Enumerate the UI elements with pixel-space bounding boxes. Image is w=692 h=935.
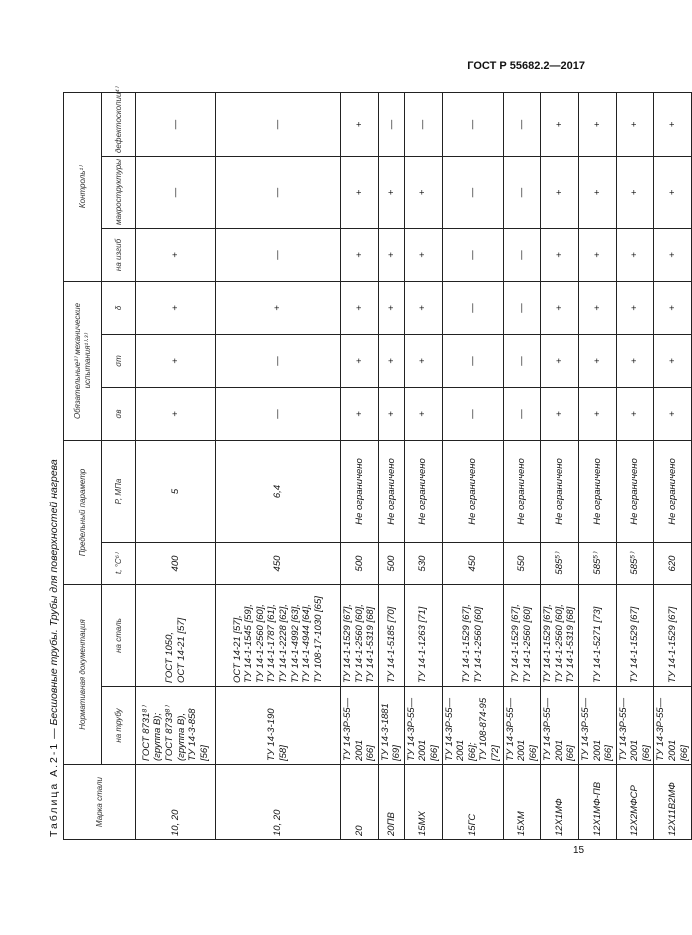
cell-macro: — [136, 156, 216, 228]
pipe-line: [66] [527, 745, 539, 761]
cell-macro: + [341, 156, 379, 228]
cell-defect: — [442, 92, 503, 156]
header-control: Контроль¹⁾ [64, 92, 102, 281]
page-number: 15 [573, 845, 585, 856]
cell-limit-p: 5 [136, 440, 216, 542]
cell-defect: + [541, 92, 579, 156]
header-sigma-v: σв [102, 387, 136, 440]
table-row [578, 92, 616, 839]
cell-sigma-v: + [654, 387, 692, 440]
table-caption-title: — Бесшовные трубы. Трубы для поверхностей нагрева [48, 459, 60, 742]
cell-pipe-doc [578, 687, 616, 765]
pipe-line: [66] [678, 745, 690, 761]
cell-defect: + [616, 92, 654, 156]
cell-sigma-t: + [578, 334, 616, 387]
cell-sigma-t: + [541, 334, 579, 387]
cell-steel-grade: 12Х1МФ-ПВ [578, 765, 616, 840]
cell-steel-grade: 15ХМ [503, 765, 541, 840]
cell-defect: — [503, 92, 541, 156]
pipe-line: ТУ 14-3Р-55—2001 [504, 697, 528, 761]
cell-macro: + [378, 156, 404, 228]
cell-delta: + [136, 281, 216, 334]
pipe-line: [66] [565, 745, 577, 761]
table-row [136, 92, 216, 839]
cell-pipe-doc [503, 687, 541, 765]
table-row [378, 92, 404, 839]
pipe-line: ТУ 14-3-1881 [69] [379, 703, 403, 761]
pipe-line: ТУ 14-3-190 [58] [266, 708, 289, 761]
table-row [341, 92, 379, 839]
steel-line: ТУ 14-1-1529 [67] [629, 606, 641, 683]
pipe-line: ТУ 14-3Р-55—2001 [405, 697, 429, 761]
cell-bend: — [442, 228, 503, 281]
cell-steel-grade: 10, 20 [216, 765, 341, 840]
cell-bend: + [654, 228, 692, 281]
cell-steel-doc [616, 585, 654, 687]
cell-steel-grade: 12Х11В2МФ [654, 765, 692, 840]
cell-defect: — [378, 92, 404, 156]
cell-bend: + [378, 228, 404, 281]
header-mech-tests: Обязательные²⁾ механические испытания¹⁾·³⁾ [64, 281, 102, 440]
cell-sigma-v: + [136, 387, 216, 440]
cell-sigma-v: — [216, 387, 341, 440]
steel-line: ТУ 14-1-1787 [61], [266, 604, 278, 683]
cell-steel-doc [341, 585, 379, 687]
steel-line: ТУ 14-1-1529 [67], [460, 604, 472, 683]
pipe-line: ТУ 14-3Р-55—2001 [443, 697, 467, 761]
cell-macro: + [541, 156, 579, 228]
steel-line: ОСТ 14-21 [57], [231, 615, 243, 683]
steel-line: ТУ 14-1-5271 [73] [591, 606, 603, 683]
cell-bend: + [341, 228, 379, 281]
cell-limit-p: Не ограничено [616, 440, 654, 542]
cell-steel-doc [216, 585, 341, 687]
cell-steel-doc [404, 585, 442, 687]
table-row [404, 92, 442, 839]
steel-line: ТУ 108-17-1030 [65] [312, 596, 324, 683]
cell-limit-p: Не ограничено [341, 440, 379, 542]
header-sigma-t: σт [102, 334, 136, 387]
document-id: ГОСТ Р 55682.2—2017 [467, 60, 585, 72]
steel-line: ТУ 14-1-1529 [67], [342, 604, 353, 683]
header-limit-p: P, МПа [102, 440, 136, 542]
cell-delta: + [404, 281, 442, 334]
pipe-line: [66]; [466, 742, 478, 761]
cell-pipe-doc [616, 687, 654, 765]
cell-macro: + [578, 156, 616, 228]
header-norm-doc: Нормативная документация [64, 585, 102, 765]
cell-sigma-t: — [442, 334, 503, 387]
steel-line: ТУ 14-1-5319 [68] [565, 606, 577, 683]
steel-line: ГОСТ 1050, [163, 631, 175, 683]
cell-defect: + [654, 92, 692, 156]
cell-delta: + [216, 281, 341, 334]
cell-sigma-v: + [378, 387, 404, 440]
cell-limit-t: 450 [442, 543, 503, 585]
cell-sigma-t: + [341, 334, 379, 387]
cell-steel-grade: 15МХ [404, 765, 442, 840]
cell-limit-p: Не ограничено [578, 440, 616, 542]
cell-limit-t: 400 [136, 543, 216, 585]
pipe-line: ТУ 108-874-95 [72] [478, 697, 501, 761]
cell-limit-p: Не ограничено [541, 440, 579, 542]
cell-pipe-doc [404, 687, 442, 765]
cell-limit-p: Не ограничено [503, 440, 541, 542]
pipe-line: ТУ 14-3-858 [56] [187, 708, 210, 761]
cell-defect: — [136, 92, 216, 156]
cell-bend: + [578, 228, 616, 281]
table-row [503, 92, 541, 839]
cell-steel-grade: 12Х2МФСР [616, 765, 654, 840]
cell-delta: + [578, 281, 616, 334]
cell-delta: + [616, 281, 654, 334]
cell-defect: — [404, 92, 442, 156]
cell-limit-t: 450 [216, 543, 341, 585]
cell-macro: — [503, 156, 541, 228]
steel-line: ТУ 14-1-2560 [60], [553, 604, 565, 683]
cell-delta: + [541, 281, 579, 334]
rotated-table-area [48, 87, 690, 843]
cell-steel-grade: 15ГС [442, 765, 503, 840]
header-bend: на изгиб [102, 228, 136, 281]
cell-steel-grade: 10, 20 [136, 765, 216, 840]
cell-pipe-doc [442, 687, 503, 765]
cell-limit-t: 530 [404, 543, 442, 585]
steel-line: ТУ 14-1-2560 [60] [521, 606, 533, 683]
steel-line: ОСТ 14-21 [57] [175, 617, 187, 683]
cell-defect: — [216, 92, 341, 156]
steel-line: ТУ 14-1-2560 [60] [472, 606, 484, 683]
table-row [541, 92, 579, 839]
cell-defect: + [341, 92, 379, 156]
cell-sigma-t: + [378, 334, 404, 387]
header-limit-t: t, °C⁶⁾ [102, 543, 136, 585]
steel-line: ТУ 14-1-2228 [62], [278, 604, 289, 683]
table-body [136, 92, 692, 839]
cell-bend: — [503, 228, 541, 281]
cell-steel-grade: 20ПВ [378, 765, 404, 840]
pipe-line: ТУ 14-3Р-55—2001 [579, 697, 603, 761]
pipe-line: (группа В); [152, 712, 164, 761]
cell-steel-doc [378, 585, 404, 687]
cell-limit-t: 550 [503, 543, 541, 585]
cell-limit-t: 585⁵⁾ [541, 543, 579, 585]
cell-steel-doc [541, 585, 579, 687]
table-caption-label: Таблица А.2-1 [48, 741, 60, 837]
cell-delta: + [378, 281, 404, 334]
header-macro: макроструктуры [102, 156, 136, 228]
cell-sigma-v: + [616, 387, 654, 440]
cell-sigma-t: + [654, 334, 692, 387]
table-row [216, 92, 341, 839]
steel-line: ТУ 14-1-1545 [59], [243, 604, 255, 683]
cell-delta: + [654, 281, 692, 334]
cell-macro: + [654, 156, 692, 228]
cell-limit-t: 585⁵⁾ [578, 543, 616, 585]
pipe-line: ТУ 14-3Р-55—2001 [617, 697, 641, 761]
cell-limit-p: 6,4 [216, 440, 341, 542]
pipe-line: [66] [365, 745, 377, 761]
cell-limit-p: Не ограничено [404, 440, 442, 542]
cell-sigma-v: — [503, 387, 541, 440]
cell-steel-doc [654, 585, 692, 687]
cell-limit-t: 620 [654, 543, 692, 585]
steel-line: ТУ 14-1-5185 [70] [385, 606, 397, 683]
cell-bend: + [541, 228, 579, 281]
cell-pipe-doc [541, 687, 579, 765]
cell-pipe-doc [136, 687, 216, 765]
pipe-line: ГОСТ 8733⁸⁾ [163, 706, 175, 761]
cell-macro: + [616, 156, 654, 228]
steel-line: ТУ 14-1-1529 [67] [667, 606, 679, 683]
table-row [442, 92, 503, 839]
cell-steel-doc [503, 585, 541, 687]
cell-sigma-t: — [503, 334, 541, 387]
steel-line: ТУ 14-1-1263 [71] [417, 606, 429, 683]
cell-steel-grade: 20 [341, 765, 379, 840]
cell-limit-t: 585⁵⁾ [616, 543, 654, 585]
pipe-line: [66] [640, 745, 652, 761]
header-limit-params: Предельный параметр [64, 440, 102, 584]
header-defect: дефектоскопии⁴⁾ [102, 92, 136, 156]
cell-pipe-doc [341, 687, 379, 765]
cell-sigma-t: + [404, 334, 442, 387]
cell-steel-doc [136, 585, 216, 687]
header-delta: δ [102, 281, 136, 334]
steel-line: ТУ 14-1-4992 [63], [289, 604, 301, 683]
table-row [654, 92, 692, 839]
steel-line: ТУ 14-1-1529 [67], [510, 604, 522, 683]
pipe-line: ГОСТ 8731⁸⁾ [140, 706, 152, 761]
steel-line: ТУ 14-1-2560 [60], [254, 604, 266, 683]
pipe-line: ТУ 14-3Р-55—2001 [342, 697, 365, 761]
cell-delta: — [503, 281, 541, 334]
steel-line: ТУ 14-1-4944 [64], [301, 604, 313, 683]
pipes-table [63, 87, 692, 840]
cell-limit-t: 500 [378, 543, 404, 585]
table-caption [48, 459, 60, 837]
cell-delta: — [442, 281, 503, 334]
cell-macro: — [442, 156, 503, 228]
pipe-line: [66] [603, 745, 615, 761]
cell-limit-p: Не ограничено [378, 440, 404, 542]
cell-sigma-t: + [616, 334, 654, 387]
cell-bend: + [404, 228, 442, 281]
pipe-line: [66] [429, 745, 441, 761]
cell-limit-t: 500 [341, 543, 379, 585]
cell-pipe-doc [378, 687, 404, 765]
table-row [616, 92, 654, 839]
pipe-line: (группа В), [175, 712, 187, 761]
cell-bend: — [216, 228, 341, 281]
cell-macro: + [404, 156, 442, 228]
steel-line: ТУ 14-1-1529 [67], [542, 604, 554, 683]
cell-steel-grade: 12Х1МФ [541, 765, 579, 840]
header-pipe-doc: на трубу [102, 687, 136, 765]
cell-limit-p: Не ограничено [654, 440, 692, 542]
steel-line: ТУ 14-1-2560 [60], [353, 604, 365, 683]
cell-bend: + [616, 228, 654, 281]
steel-line: ТУ 14-1-5319 [68] [365, 606, 377, 683]
cell-pipe-doc [654, 687, 692, 765]
header-steel-doc: на сталь [102, 585, 136, 687]
cell-steel-doc [442, 585, 503, 687]
cell-steel-doc [578, 585, 616, 687]
cell-sigma-t: + [136, 334, 216, 387]
pipe-line: ТУ 14-3Р-55—2001 [655, 697, 679, 761]
cell-delta: + [341, 281, 379, 334]
cell-sigma-v: + [578, 387, 616, 440]
cell-sigma-t: — [216, 334, 341, 387]
cell-pipe-doc [216, 687, 341, 765]
header-steel-grade: Марка стали [64, 765, 136, 840]
cell-sigma-v: + [341, 387, 379, 440]
cell-limit-p: Не ограничено [442, 440, 503, 542]
pipe-line: ТУ 14-3Р-55—2001 [542, 697, 565, 761]
cell-sigma-v: + [541, 387, 579, 440]
cell-macro: — [216, 156, 341, 228]
cell-defect: + [578, 92, 616, 156]
cell-bend: + [136, 228, 216, 281]
cell-sigma-v: — [442, 387, 503, 440]
cell-sigma-v: + [404, 387, 442, 440]
